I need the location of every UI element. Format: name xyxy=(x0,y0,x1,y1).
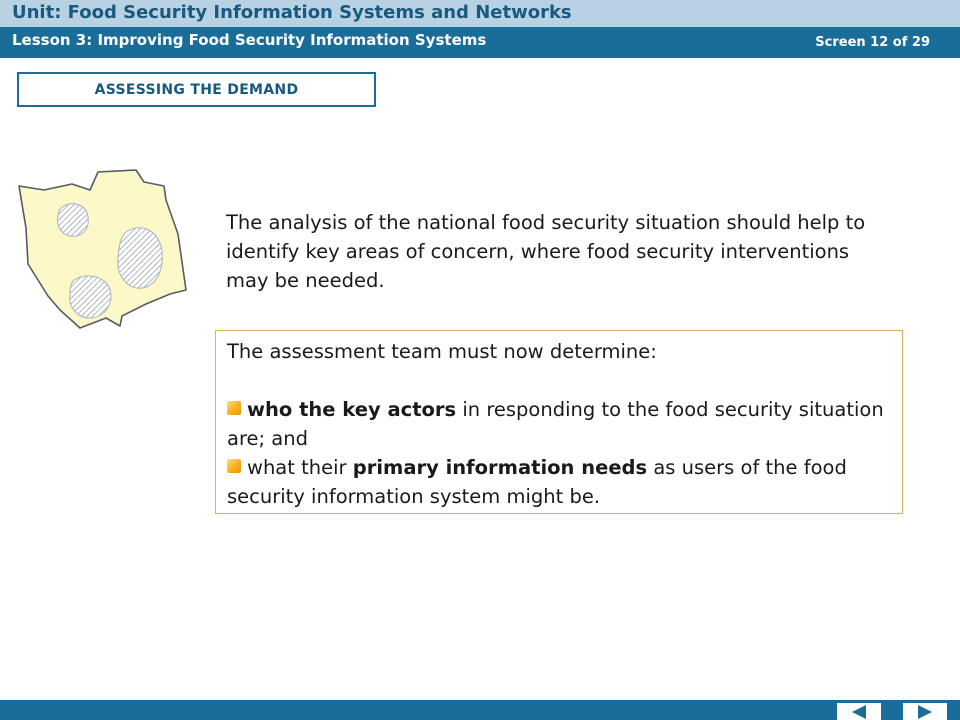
unit-title: Unit: Food Security Information Systems and Networks xyxy=(12,2,572,23)
bullet-emphasis: who the key actors xyxy=(247,398,457,421)
lesson-header xyxy=(0,27,960,58)
assessment-box xyxy=(215,330,903,514)
bullet-text: in responding to the food security situation are; and xyxy=(227,398,884,450)
triangle-left-icon xyxy=(851,705,867,719)
intro-paragraph: The analysis of the national food security situation should help to identify key areas of concern, where food security interventions may be needed. xyxy=(226,211,866,292)
bullet-text: what their xyxy=(247,456,353,479)
footer-bar xyxy=(0,700,960,720)
bullet-item-key-actors xyxy=(227,395,897,453)
area-of-concern-2 xyxy=(118,228,163,288)
screen-counter: Screen 12 of 29 xyxy=(815,35,930,50)
area-of-concern-3 xyxy=(70,276,111,318)
area-of-concern-1 xyxy=(58,204,89,237)
bullet-icon xyxy=(227,401,241,415)
back-button[interactable] xyxy=(837,703,881,720)
lesson-title: Lesson 3: Improving Food Security Information Systems xyxy=(12,31,487,49)
box-lead: The assessment team must now determine: xyxy=(227,340,657,363)
bullet-emphasis: primary information needs xyxy=(352,456,648,479)
next-button[interactable] xyxy=(903,703,947,720)
bullet-item-information-needs xyxy=(227,453,897,511)
bullet-text: as users of the food security information system might be. xyxy=(227,456,847,508)
bullet-icon xyxy=(227,459,241,473)
triangle-right-icon xyxy=(917,705,933,719)
section-title: ASSESSING THE DEMAND xyxy=(17,72,376,107)
unit-header xyxy=(0,0,960,27)
country-map-illustration xyxy=(14,168,190,332)
